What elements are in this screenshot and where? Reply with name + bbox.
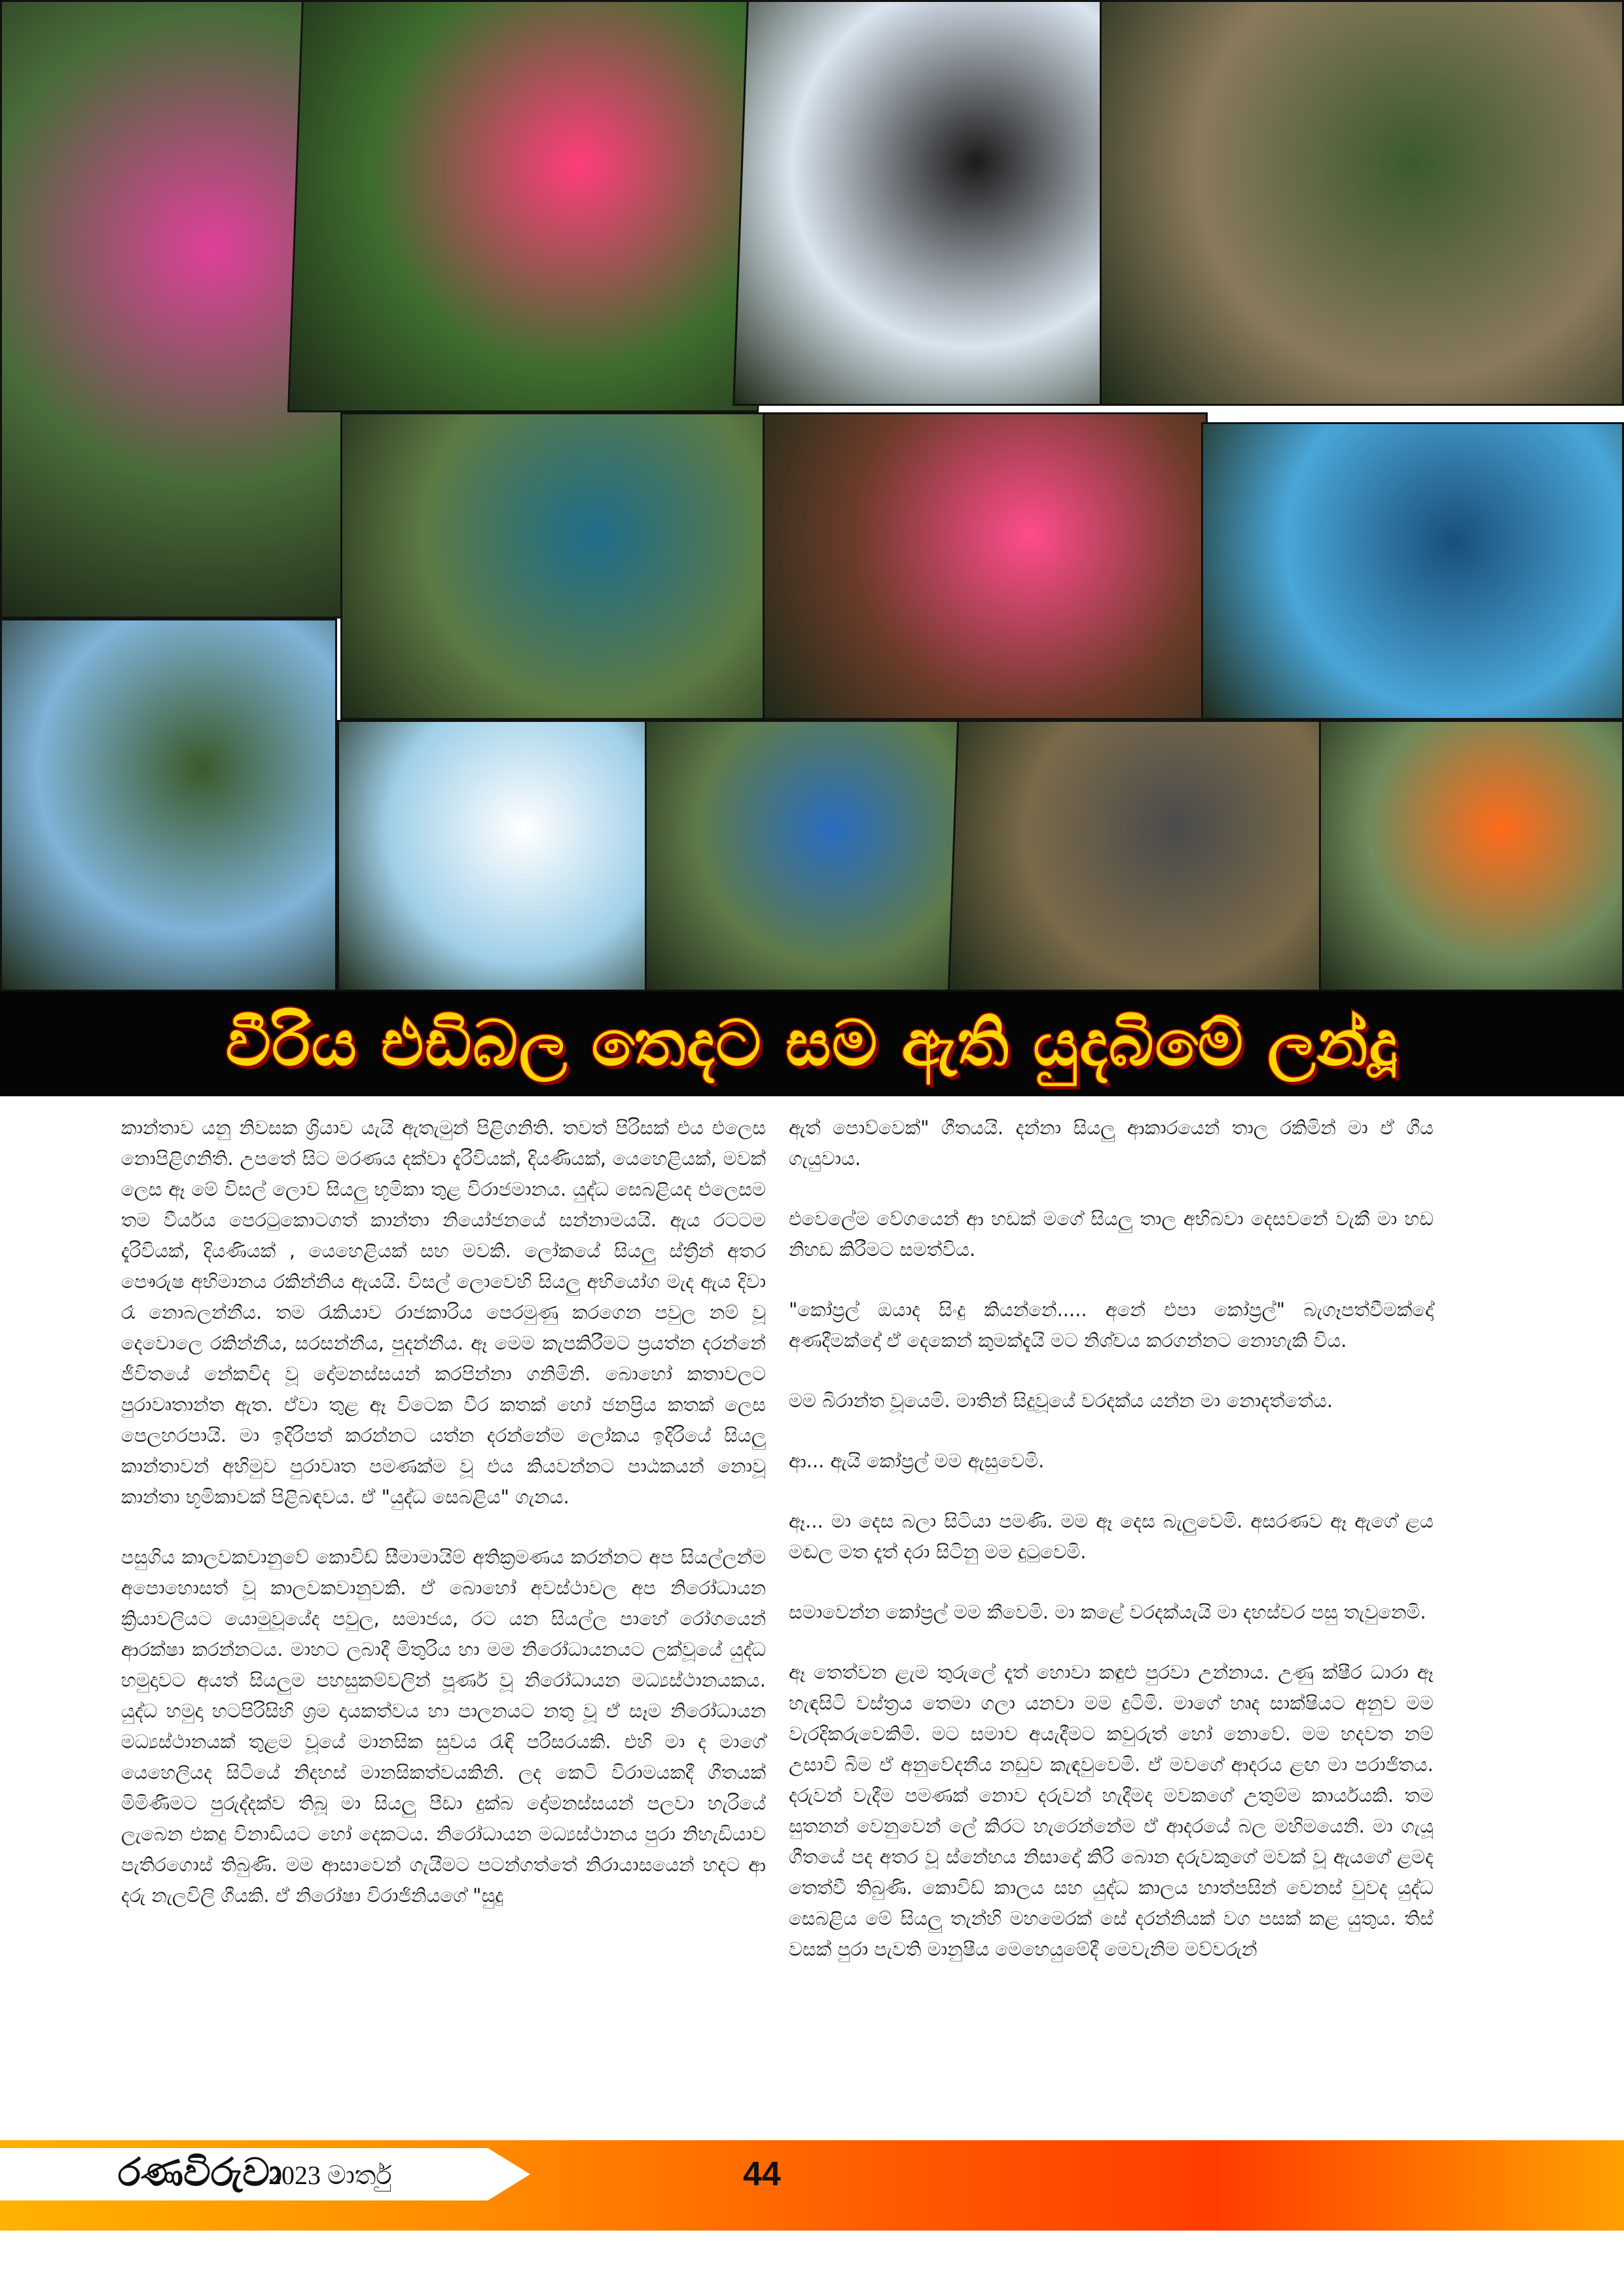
paragraph: සමාවෙන්න කෝප්‍රල් මම කීවෙමි. මා කළේ වරදක්යැයි මා දහස්වර පසු තැවුනෙමි. <box>789 1601 1426 1623</box>
paragraph: මම බිරාන්ත වූයෙමි. මාතින් සිදුවූයේ වරදක්ය යන්න මා නොදත්තේය. <box>789 1390 1333 1412</box>
photo-nurse-holding-baby <box>732 0 1140 406</box>
paragraph: පසුගිය කාලවකවානුවේ කොවිඩ් සීමාමායිම් අතික්‍රමණය කරන්නට අප සියල්ලන්ම අපොහොසත් වූ කාලවකවානුවකි. ඒ බොහෝ අවස්ථාවල අප නිරෝධායන ක්‍රියාවලියට යොමුවූයේද පවුල, සමාජය, රට යන සියල්ල පාහේ රෝගයෙන් ආරක්ෂා කරන්නටය. මාහට ලබාදී මිතුරිය හා මම නිරෝධායනයට ලක්වූයේ යුද්ධ හමුදාවට අයත් සියලුම පහසුකම්වලින් පූර්ණ වූ නිරෝධායන මධ්‍යස්ථානයකය. යුද්ධ හමුදා හටපිරිසිහි ශ්‍රම දායකත්වය හා පාලනයට නතු වූ ඒ සෑම නිරෝධායන මධ්‍යස්ථානයක් තුළම වූයේ මානසික සුවය රැඳි පරිසරයකි. එහි මා ද මාගේ යෙහෙලියද සිටියේ නිදහස් මානසිකත්වයකිනි. ලද කෙටි විරාමයකදී ගීතයක් මිමිණීමට පුරුද්දක්ව තිබූ මා සියලු පීඩා දුක්බ දෝමනස්සයන් පලවා හැරියේ ලැබෙන එකදු විනාඩියට හෝ දෙකටය. නිරෝධායන මධ්‍යස්ථානය පුරා නිහැඩියාව පැතිරගොස් තිබුණි. මම ආසාවෙන් ගැයීමට පටන්ගත්තේ නිරායාසයෙන් හදට ආ දරු නැලවිලි ගීයකි. ඒ නිරෝෂා විරාජිනියගේ "සුදු <box>121 1546 766 1907</box>
paragraph: ඇත් පොව්වෙක්" ගීතයයි. දන්නා සියලු ආකාරයෙන් තාල රකිමින් මා ඒ ගීය ගැයුවාය. <box>789 1117 1434 1170</box>
article-column-left <box>121 1113 766 1941</box>
paragraph: ඈ... මා දෙස බලා සිටියා පමණි. මම ඈ දෙස බැලුවෙමි. අසරණව ඈ ඇගේ ළය මඬල මත දෑත් දරා සිටිනු මම දුටුවෙමි. <box>789 1510 1434 1563</box>
photo-medical-team-vaccine <box>1201 422 1624 720</box>
paragraph: එවෙලේම වේගයෙන් ආ හඩක් මගේ සියලු තාල අභිබවා දෙසවනේ වැකී මා හඩ නිහඩ කිරීමට සමත්විය. <box>789 1208 1434 1261</box>
photo-soldier-with-newborn <box>645 720 959 992</box>
photo-schoolgirls-soldier <box>337 720 648 992</box>
headline-band <box>0 992 1624 1096</box>
photo-soldier-feeding-child <box>1319 720 1624 992</box>
photo-soldier-child-care <box>948 720 1330 992</box>
paragraph: ඈ තෙත්වන ළැම තුරුලේ දෑත් හොවා කඳුළු පුරවා උන්නාය. උණු ක්ෂීර ධාරා ඈ හැඳසිටි වස්ත්‍රය තෙමා ගලා යනවා මම දුටිමි. මාගේ හෘද සාක්ෂියට අනුව මම වැරදිකරුවෙකිමි. මට සමාව අයැදීමට කවුරුත් හෝ නොවේ. මම හදවත නම් උසාවි බිම ඒ අනුවේදනීය නඩුව කැඳවුවෙමි. ඒ මවගේ ආදරය ළඟ මා පරාජිතය. දරුවන් වැදීම පමණක් නොව දරුවන් හැදීමද මවකගේ උතුම්ම කාර්යයකි. තම සුතනන් වෙනුවෙන් ලේ කිරට හැරෙන්නේම ඒ ආදරයේ බල මහිමයෙනි. මා ගැයූ ගීතයේ පද අතර වූ ස්නේහය නිසාදෝ කිරි බොන දරුවකුගේ මවක් වූ ඇයගේ ළමද තෙත්වී තිබුණි. කොවිඩ් කාලය සහ යුද්ධ කාලය හාත්පසින් වෙනස් වුවද යුද්ධ සෙබළිය මේ සියලු තැන්හි මහමෙරක් සේ දරන්නියක් වග පසක් කළ යුතුය. තිස් වසක් පුරා පැවති මානුෂීය මෙහෙයුමේදී මෙවැනිම මව්වරුන් <box>789 1661 1434 1960</box>
paragraph: කාන්තාව යනු නිවසක ශ්‍රියාව යැයි ඇතැමුන් පිළිගනිති. තවත් පිරිසක් එය එලෙස නොපිළිගනිති. උපතේ සිට මරණය දක්වා දැරිවියක්, දියණියක්, යෙහෙළියක්, මවක් ලෙස ඈ මේ විසල් ලොව සියලු භූමිකා තුළ විරාජමානය. යුද්ධ සෙබළියද එලෙසම තම වීර්යය පෙරටුකොටගත් කාන්තා නියෝජනයේ සන්නාමයයි. ඇය රටටම දැරිවියක්, දියණියක් , යෙහෙළියක් සහ මවකි. ලෝකයේ සියලු ස්ත්‍රීන් අතර පෞරුෂ අභිමානය රකින්නිය ඇයයි. විසල් ලොවෙහි සියලු අභියෝග මැද ඇය දිවා රෑ නොබලන්නීය. තම රැකියාව රාජකාරිය පෙරමුණු කරගෙන පවුල නම් වූ දෙවොලෙ රකින්නීය, සරසන්නීය, පුදන්නීය. ඈ මෙම කැපකිරීමට ප්‍රයත්න දරන්නේ ජීවිතයේ නේකවිද වූ දෝමනස්සයන් කරපින්නා ගනිමිනි. බොහෝ කතාවලට පුරාවෘතාන්ත ඇත. ඒවා තුළ ඈ විටෙක වීර කතක් හෝ ජනප්‍රිය කතක් ලෙස පෙලහරපායි. මා ඉදිරිපත් කරන්නට යත්න දරන්නේම ලෝකය ඉදිරියේ සියලු කාන්තාවන් අභිමුව පුරාවෘත පමණක්ම වූ එය කියවන්නට පාඨකයන් නොවූ කාන්තා භූමිකාවක් පිළිබඳවය. ඒ "යුද්ධ සෙබළිය" ගැනය. <box>121 1117 766 1508</box>
photo-soldier-girl-swing <box>287 0 773 412</box>
photo-beach-rescue-child <box>0 619 337 992</box>
article-column-right <box>789 1113 1434 1994</box>
photo-soldier-feeding-elder <box>1100 0 1624 406</box>
photo-temple-gift-children <box>763 412 1208 720</box>
page-number: 44 <box>743 2155 781 2193</box>
article-title: වීරිය එඩිබල තෙදට සම ඇති යුදබිමේ ලන්දූ <box>225 1007 1399 1080</box>
paragraph: ආ... ඇයි කෝප්‍රල් මම ඇසුවෙමි. <box>789 1450 1045 1472</box>
photo-collage <box>0 0 1624 992</box>
issue-date: 2023 මාර්තු <box>268 2161 392 2190</box>
paragraph: "කෝප්‍රල් ඔයාද සිංදු කියන්නේ..... අනේ එපා කෝප්‍රල්" බැගෑපත්වීමක්දෝ අණදීමක්දෝ ඒ දෙකෙන් කුමක්දැයි මට නිශ්චය කරගන්නට නොහැකි විය. <box>789 1299 1434 1352</box>
photo-soldier-with-children <box>340 412 766 720</box>
magazine-name: රණවිරුවා <box>118 2150 283 2195</box>
